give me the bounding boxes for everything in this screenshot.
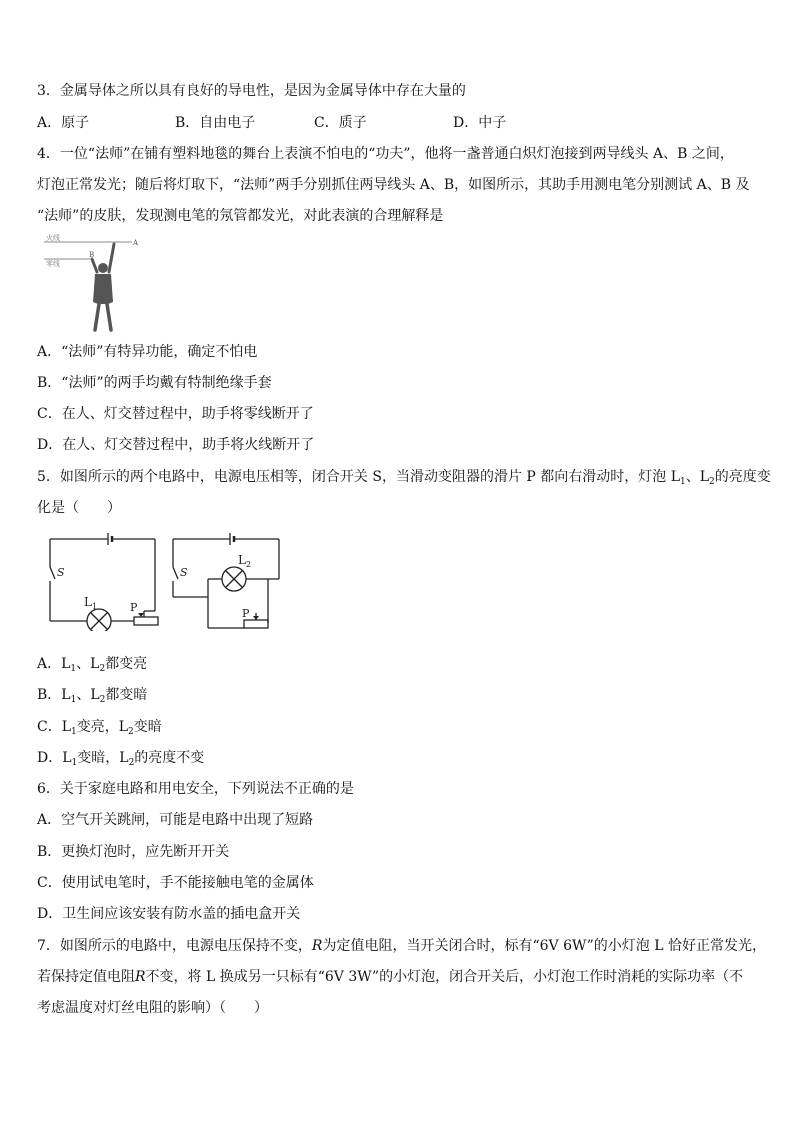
q4-stem-line3: “法师”的皮肤，发现测电笔的氖管都发光，对此表演的合理解释是 — [37, 208, 444, 224]
q4-option-c: C．在人、灯交替过程中，助手将零线断开了 — [37, 406, 314, 422]
q5-figure-circuits — [42, 531, 292, 631]
q6-stem: 6．关于家庭电路和用电安全，下列说法不正确的是 — [37, 781, 354, 797]
q5-label-s-right: S — [180, 566, 188, 579]
q3-option-d: D．中子 — [453, 115, 507, 131]
q5-option-a: A．$L_1$、$L_2$都变亮 — [37, 656, 148, 674]
q5-option-b: B．$L_1$、$L_2$都变暗 — [37, 687, 148, 705]
q7-stem-line3: 考虑温度对灯丝电阻的影响）（ ） — [37, 1000, 268, 1016]
q5-label-s-left: S — [57, 566, 65, 579]
q4-label-a: A — [133, 239, 139, 247]
q5-stem-line1: 5．如图所示的两个电路中，电源电压相等，闭合开关 S，当滑动变阻器的滑片 P 都向右滑动时，灯泡 $L_1$、$L_2$的亮度变 — [37, 469, 771, 487]
q4-label-b: B — [89, 251, 95, 259]
q4-label-live-wire: 火线 — [46, 234, 60, 242]
q6-option-d: D．卫生间应该安装有防水盖的插电盒开关 — [37, 906, 301, 922]
q5-label-l2: L — [238, 553, 246, 567]
q5-option-d: D．$L_1$变暗，$L_2$的亮度不变 — [37, 750, 205, 768]
q4-option-d: D．在人、灯交替过程中，助手将火线断开了 — [37, 437, 315, 453]
q5-option-c: C．$L_1$变亮，$L_2$变暗 — [37, 719, 162, 737]
q5-label-l1: L — [84, 595, 92, 609]
q3-option-b: B．自由电子 — [175, 115, 256, 131]
q3-option-c: C．质子 — [314, 115, 367, 131]
q4-option-b: B．“法师”的两手均戴有特制绝缘手套 — [37, 375, 272, 391]
q3-option-a: A．原子 — [37, 115, 90, 131]
q3-stem: 3．金属导体之所以具有良好的导电性，是因为金属导体中存在大量的 — [37, 83, 466, 99]
q4-stem-line1: 4．一位“法师”在铺有塑料地毯的舞台上表演不怕电的“功夫”，他将一盏普通白炽灯泡接到两导线头 A、B 之间， — [37, 146, 734, 162]
q4-stem-line2: 灯泡正常发光；随后将灯取下，“法师”两手分别抓住两导线头 A、B，如图所示，其助手用测电笔分别测试 A、B 及 — [37, 177, 750, 193]
q6-option-b: B．更换灯泡时，应先断开开关 — [37, 844, 230, 860]
q5-label-l1-sub: 1 — [92, 602, 98, 611]
q6-option-c: C．使用试电笔时，手不能接触电笔的金属体 — [37, 875, 314, 891]
q5-label-l2-sub: 2 — [246, 560, 252, 569]
q5-stem-line2: 化是（ ） — [37, 500, 121, 516]
q5-label-p-right: P — [242, 607, 250, 620]
q4-label-neutral-wire: 零线 — [46, 260, 60, 268]
q6-option-a: A．空气开关跳闸，可能是电路中出现了短路 — [37, 812, 314, 828]
q7-stem-line2: 若保持定值电阻R不变，将 L 换成另一只标有“6V 3W”的小灯泡，闭合开关后，小灯泡工作时消耗的实际功率（不 — [37, 969, 744, 985]
q4-option-a: A．“法师”有特异功能，确定不怕电 — [37, 344, 258, 360]
q5-label-p-left: P — [130, 601, 138, 614]
q4-figure-performer — [40, 232, 140, 332]
q7-stem-line1: 7．如图所示的电路中，电源电压保持不变，R为定值电阻，当开关闭合时，标有“6V 6W”的小灯泡 L 恰好正常发光， — [37, 938, 766, 954]
